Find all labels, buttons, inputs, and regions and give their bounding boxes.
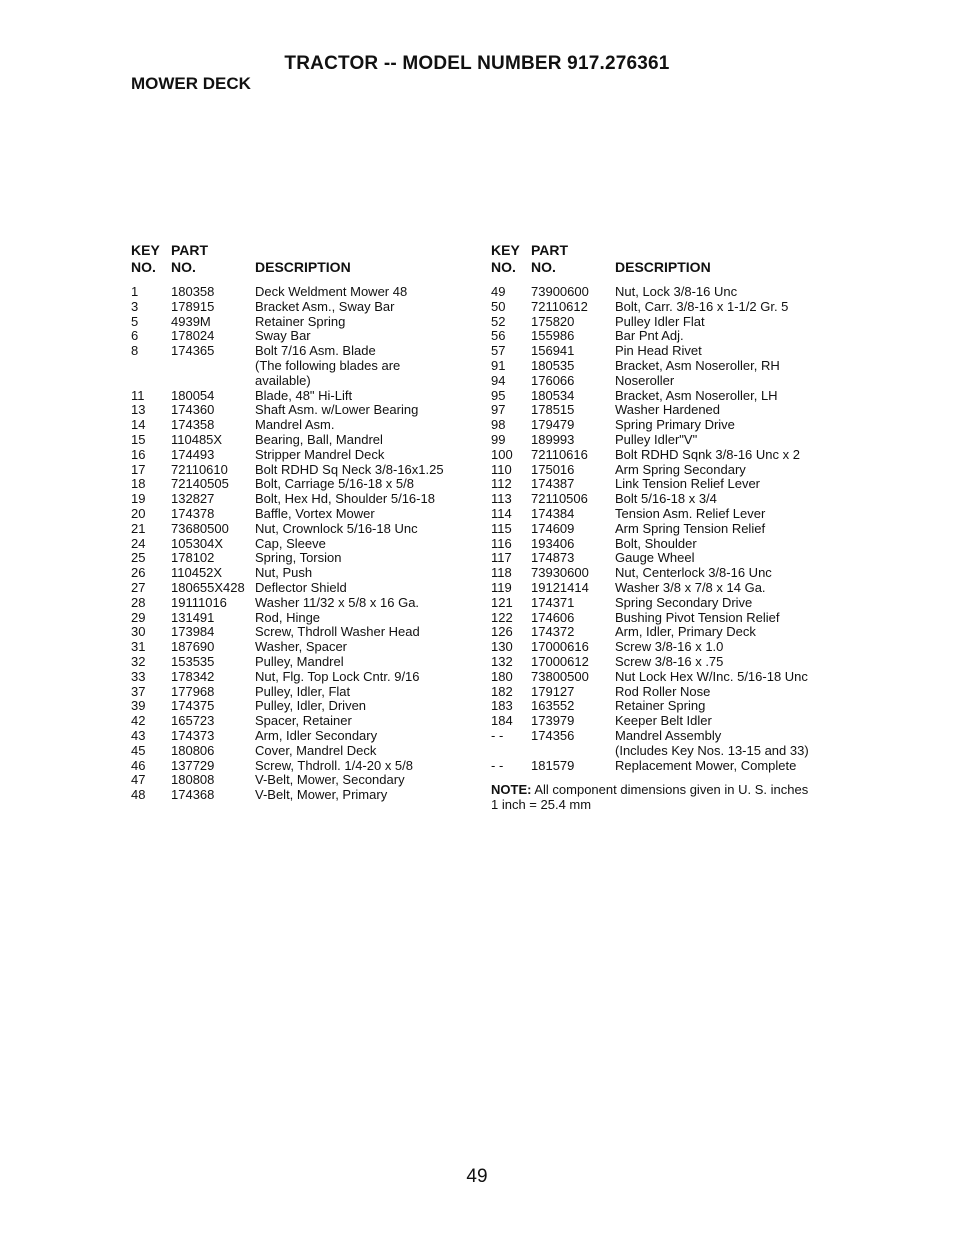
table-row (491, 329, 851, 344)
table-row (491, 507, 851, 522)
key-no: 42 (131, 713, 146, 729)
key-no: 18 (131, 476, 146, 492)
description: available) (255, 372, 311, 388)
note-text: All component dimensions given in U. S. inches 1 inch = 25.4 mm (491, 782, 809, 813)
table-row (491, 285, 851, 300)
description: Spring Secondary Drive (615, 594, 753, 610)
table-row (131, 611, 471, 626)
key-no: 8 (131, 343, 139, 359)
description: Bolt, Shoulder (615, 535, 697, 551)
description: Rod, Hinge (255, 609, 321, 625)
key-no: 115 (491, 520, 512, 536)
table-row (131, 403, 471, 418)
part-no: 178915 (171, 298, 215, 314)
key-no: 99 (491, 431, 506, 447)
table-row (491, 448, 851, 463)
part-no: 176066 (531, 372, 575, 388)
key-no: 126 (491, 624, 513, 640)
table-row (131, 788, 471, 803)
part-no: 72110610 (171, 461, 228, 477)
key-no: 17 (131, 461, 146, 477)
key-no: 24 (131, 535, 146, 551)
description: Pulley, Idler, Driven (255, 698, 367, 714)
key-no: 29 (131, 609, 146, 625)
part-no: 73900600 (531, 284, 589, 299)
part-no: 174356 (531, 727, 575, 743)
part-no: 156941 (531, 343, 575, 359)
description: Shaft Asm. w/Lower Bearing (255, 402, 419, 418)
description: Pin Head Rivet (615, 343, 702, 359)
key-no: 116 (491, 535, 512, 551)
key-no: 121 (491, 594, 513, 610)
parts-column-left (131, 242, 471, 803)
part-no: 175016 (531, 461, 575, 477)
key-no: 27 (131, 579, 146, 595)
key-no: 182 (491, 683, 513, 699)
key-no: 183 (491, 698, 513, 714)
part-no: 174365 (171, 343, 215, 359)
table-row (131, 670, 471, 685)
table-row (131, 744, 471, 759)
key-no: 1 (131, 284, 139, 299)
table-row (491, 744, 851, 759)
description: Spring, Torsion (255, 550, 342, 566)
description: Deflector Shield (255, 579, 347, 595)
table-row (491, 463, 851, 478)
table-row (491, 551, 851, 566)
part-no: 17000612 (531, 653, 589, 669)
table-row (491, 611, 851, 626)
key-no: 20 (131, 505, 146, 521)
key-no (131, 359, 171, 374)
key-no: 118 (491, 565, 512, 581)
part-no: 72110616 (531, 446, 588, 462)
part-no (171, 359, 255, 374)
description: Screw 3/8-16 x 1.0 (615, 639, 724, 655)
description: Nut, Crownlock 5/16-18 Unc (255, 520, 418, 536)
key-no: 95 (491, 387, 506, 403)
table-row (131, 329, 471, 344)
table-row (131, 389, 471, 404)
part-no: 179479 (531, 417, 575, 433)
table-row (491, 418, 851, 433)
table-row (131, 448, 471, 463)
description: V-Belt, Mower, Secondary (255, 772, 405, 788)
description: V-Belt, Mower, Primary (255, 787, 388, 803)
table-row (491, 433, 851, 448)
parts-column-right (491, 242, 851, 812)
table-row (131, 492, 471, 507)
part-no: 178024 (171, 328, 215, 344)
part-no: 175820 (531, 313, 575, 329)
description: Arm Spring Secondary (615, 461, 746, 477)
description: Nut, Flg. Top Lock Cntr. 9/16 (255, 668, 420, 684)
key-no: 50 (491, 298, 506, 314)
part-no: 73680500 (171, 520, 229, 536)
table-row (131, 507, 471, 522)
header-description: DESCRIPTION (615, 259, 711, 275)
part-no: 173979 (531, 713, 575, 729)
key-no: 110 (491, 461, 512, 477)
table-row (131, 625, 471, 640)
key-no: 47 (131, 772, 146, 788)
part-no (171, 374, 255, 389)
table-row (491, 655, 851, 670)
description: (Includes Key Nos. 13-15 and 33) (615, 742, 809, 758)
description: Bushing Pivot Tension Relief (615, 609, 780, 625)
part-no: 17000616 (531, 639, 589, 655)
key-no: 52 (491, 313, 506, 329)
description: Bracket, Asm Noseroller, LH (615, 387, 778, 403)
part-no (531, 744, 615, 759)
key-no: 184 (491, 713, 513, 729)
part-no: 110485X (171, 431, 223, 447)
part-no: 181579 (531, 757, 575, 773)
description: Arm Spring Tension Relief (615, 520, 766, 536)
description: Washer 3/8 x 7/8 x 14 Ga. (615, 579, 766, 595)
table-row (131, 477, 471, 492)
part-no: 180655X428 (171, 579, 245, 595)
description: Washer, Spacer (255, 639, 348, 655)
part-no: 174368 (171, 787, 215, 803)
description: Cover, Mandrel Deck (255, 742, 377, 758)
description: Bolt, Carr. 3/8-16 x 1-1/2 Gr. 5 (615, 298, 789, 314)
part-no: 174360 (171, 402, 215, 418)
key-no: - - (491, 727, 504, 743)
description: Rod Roller Nose (615, 683, 711, 699)
key-no: 130 (491, 639, 513, 655)
description: Arm, Idler Secondary (255, 727, 378, 743)
table-row (491, 374, 851, 389)
table-row (491, 359, 851, 374)
part-no: 163552 (531, 698, 575, 714)
key-no: 113 (491, 491, 512, 507)
description: Bolt 5/16-18 x 3/4 (615, 491, 717, 507)
part-no: 73800500 (531, 668, 589, 684)
section-title: MOWER DECK (131, 74, 251, 93)
description: Deck Weldment Mower 48 (255, 284, 408, 299)
part-no: 174387 (531, 476, 575, 492)
key-no: 6 (131, 328, 139, 344)
description: Link Tension Relief Lever (615, 476, 761, 492)
table-row (131, 433, 471, 448)
part-no: 178342 (171, 668, 215, 684)
table-row (491, 566, 851, 581)
table-row (131, 773, 471, 788)
key-no: 56 (491, 328, 506, 344)
table-row (491, 537, 851, 552)
description: Pulley Idler Flat (615, 313, 705, 329)
key-no: 91 (491, 357, 506, 373)
description: Screw, Thdroll Washer Head (255, 624, 420, 640)
description: Bolt, Carriage 5/16-18 x 5/8 (255, 476, 414, 492)
table-row (131, 699, 471, 714)
description: (The following blades are (255, 357, 401, 373)
part-no: 174358 (171, 417, 215, 433)
description: Tension Asm. Relief Lever (615, 505, 766, 521)
part-no: 189993 (531, 431, 575, 447)
description: Bracket Asm., Sway Bar (255, 298, 395, 314)
table-row (131, 640, 471, 655)
table-row (131, 596, 471, 611)
table-row (491, 492, 851, 507)
key-no: 3 (131, 298, 139, 314)
table-row (131, 359, 471, 374)
table-row (491, 685, 851, 700)
part-no: 180054 (171, 387, 215, 403)
key-no: 57 (491, 343, 506, 359)
page-title: TRACTOR -- MODEL NUMBER 917.276361 (284, 53, 670, 74)
description: Pulley Idler"V" (615, 431, 698, 447)
description: Mandrel Asm. (255, 417, 335, 433)
part-no: 177968 (171, 683, 215, 699)
table-row (131, 344, 471, 359)
table-row (131, 655, 471, 670)
table-row (491, 522, 851, 537)
dimension-note (491, 782, 811, 812)
description: Nut Lock Hex W/Inc. 5/16-18 Unc (615, 668, 808, 684)
key-no: 11 (131, 387, 145, 403)
table-row (491, 300, 851, 315)
table-row (131, 522, 471, 537)
description: Keeper Belt Idler (615, 713, 712, 729)
description: Replacement Mower, Complete (615, 757, 797, 773)
table-row (491, 714, 851, 729)
part-no: 180535 (531, 357, 575, 373)
key-no: 28 (131, 594, 146, 610)
part-no: 187690 (171, 639, 215, 655)
description: Retainer Spring (255, 313, 346, 329)
key-no: 30 (131, 624, 146, 640)
description: Bolt 7/16 Asm. Blade (255, 343, 376, 359)
header-key-top: KEY (131, 242, 160, 258)
column-header (491, 242, 851, 278)
header-key-bottom: NO. (491, 259, 516, 275)
table-row (491, 389, 851, 404)
description: Screw 3/8-16 x .75 (615, 653, 724, 669)
key-no: 117 (491, 550, 512, 566)
table-row (491, 625, 851, 640)
description: Blade, 48" Hi-Lift (255, 387, 353, 403)
description: Pulley, Mandrel (255, 653, 344, 669)
part-no: 19111016 (171, 594, 227, 610)
description: Noseroller (615, 372, 675, 388)
header-part-top: PART (531, 242, 569, 258)
header-key-top: KEY (491, 242, 520, 258)
table-row (131, 566, 471, 581)
header-part-bottom: NO. (531, 259, 556, 275)
header-description: DESCRIPTION (255, 259, 351, 275)
description: Spacer, Retainer (255, 713, 352, 729)
description: Nut, Centerlock 3/8-16 Unc (615, 565, 772, 581)
page-number: 49 (466, 1166, 488, 1187)
part-no: 180358 (171, 284, 215, 299)
key-no: 45 (131, 742, 146, 758)
table-row (131, 300, 471, 315)
description: Bracket, Asm Noseroller, RH (615, 357, 780, 373)
table-row (131, 581, 471, 596)
part-no: 178515 (531, 402, 575, 418)
description: Washer 11/32 x 5/8 x 16 Ga. (255, 594, 420, 610)
key-no: 13 (131, 402, 146, 418)
key-no: 122 (491, 609, 513, 625)
parts-list-left (131, 285, 471, 803)
table-row (491, 315, 851, 330)
key-no: 16 (131, 446, 146, 462)
part-no: 153535 (171, 653, 215, 669)
table-row (131, 714, 471, 729)
part-no: 72110612 (531, 298, 588, 314)
table-row (491, 670, 851, 685)
parts-list-right (491, 285, 851, 773)
part-no: 180808 (171, 772, 215, 788)
key-no: 15 (131, 431, 146, 447)
table-row (491, 640, 851, 655)
column-header (131, 242, 471, 278)
part-no: 73930600 (531, 565, 589, 581)
part-no: 132827 (171, 491, 215, 507)
key-no: 21 (131, 520, 146, 536)
key-no: 31 (131, 639, 146, 655)
table-row (491, 344, 851, 359)
header-key-bottom: NO. (131, 259, 156, 275)
key-no: 49 (491, 284, 506, 299)
key-no: 112 (491, 476, 512, 492)
part-no: 174606 (531, 609, 575, 625)
part-no: 174873 (531, 550, 575, 566)
part-no: 174371 (531, 594, 575, 610)
part-no: 174609 (531, 520, 575, 536)
description: Nut, Lock 3/8-16 Unc (615, 284, 738, 299)
table-row (131, 729, 471, 744)
key-no: 180 (491, 668, 513, 684)
description: Bolt RDHD Sq Neck 3/8-16x1.25 (255, 461, 444, 477)
description: Bolt, Hex Hd, Shoulder 5/16-18 (255, 491, 435, 507)
part-no: 165723 (171, 713, 215, 729)
part-no: 105304X (171, 535, 224, 551)
key-no: 97 (491, 402, 506, 418)
table-row (491, 477, 851, 492)
table-row (491, 759, 851, 774)
key-no: 43 (131, 727, 146, 743)
part-no: 174493 (171, 446, 215, 462)
description: Arm, Idler, Primary Deck (615, 624, 756, 640)
part-no: 178102 (171, 550, 215, 566)
part-no: 174384 (531, 505, 575, 521)
key-no: 33 (131, 668, 146, 684)
key-no: 119 (491, 579, 512, 595)
key-no: - - (491, 757, 504, 773)
part-no: 173984 (171, 624, 215, 640)
description: Gauge Wheel (615, 550, 695, 566)
description: Retainer Spring (615, 698, 706, 714)
key-no: 94 (491, 372, 506, 388)
key-no: 114 (491, 505, 512, 521)
description: Washer Hardened (615, 402, 721, 418)
table-row (131, 551, 471, 566)
part-no: 193406 (531, 535, 575, 551)
part-no: 180534 (531, 387, 575, 403)
description: Sway Bar (255, 328, 311, 344)
table-row (491, 699, 851, 714)
key-no: 26 (131, 565, 146, 581)
key-no: 100 (491, 446, 513, 462)
part-no: 110452X (171, 565, 223, 581)
description: Bar Pnt Adj. (615, 328, 684, 344)
key-no: 98 (491, 417, 506, 433)
part-no: 174373 (171, 727, 215, 743)
table-row (131, 418, 471, 433)
description: Cap, Sleeve (255, 535, 326, 551)
part-no: 19121414 (531, 579, 589, 595)
description: Nut, Push (255, 565, 313, 581)
description: Mandrel Assembly (615, 727, 722, 743)
part-no: 180806 (171, 742, 215, 758)
part-no: 179127 (531, 683, 575, 699)
part-no: 137729 (171, 757, 215, 773)
part-no: 174372 (531, 624, 575, 640)
note-label: NOTE: (491, 782, 532, 798)
part-no: 72140505 (171, 476, 229, 492)
table-row (131, 537, 471, 552)
table-row (131, 463, 471, 478)
table-row (491, 403, 851, 418)
part-no: 72110506 (531, 491, 588, 507)
key-no (131, 374, 171, 389)
description: Stripper Mandrel Deck (255, 446, 385, 462)
key-no (491, 744, 531, 759)
key-no: 39 (131, 698, 146, 714)
table-row (491, 581, 851, 596)
part-no: 174375 (171, 698, 215, 714)
description: Spring Primary Drive (615, 417, 735, 433)
table-row (131, 759, 471, 774)
description: Bolt RDHD Sqnk 3/8-16 Unc x 2 (615, 446, 800, 462)
table-row (131, 285, 471, 300)
part-no: 155986 (531, 328, 575, 344)
header-part-top: PART (171, 242, 209, 258)
key-no: 32 (131, 653, 146, 669)
description: Baffle, Vortex Mower (255, 505, 375, 521)
key-no: 14 (131, 417, 146, 433)
key-no: 19 (131, 491, 146, 507)
key-no: 5 (131, 313, 139, 329)
table-row (491, 596, 851, 611)
description: Bearing, Ball, Mandrel (255, 431, 383, 447)
key-no: 37 (131, 683, 146, 699)
table-row (131, 374, 471, 389)
key-no: 25 (131, 550, 146, 566)
table-row (491, 729, 851, 744)
table-row (131, 315, 471, 330)
key-no: 132 (491, 653, 513, 669)
key-no: 48 (131, 787, 146, 803)
description: Screw, Thdroll. 1/4-20 x 5/8 (255, 757, 414, 773)
part-no: 131491 (171, 609, 215, 625)
key-no: 46 (131, 757, 146, 773)
header-part-bottom: NO. (171, 259, 196, 275)
description: Pulley, Idler, Flat (255, 683, 351, 699)
table-row (131, 685, 471, 700)
part-no: 174378 (171, 505, 215, 521)
part-no: 4939M (171, 313, 211, 329)
